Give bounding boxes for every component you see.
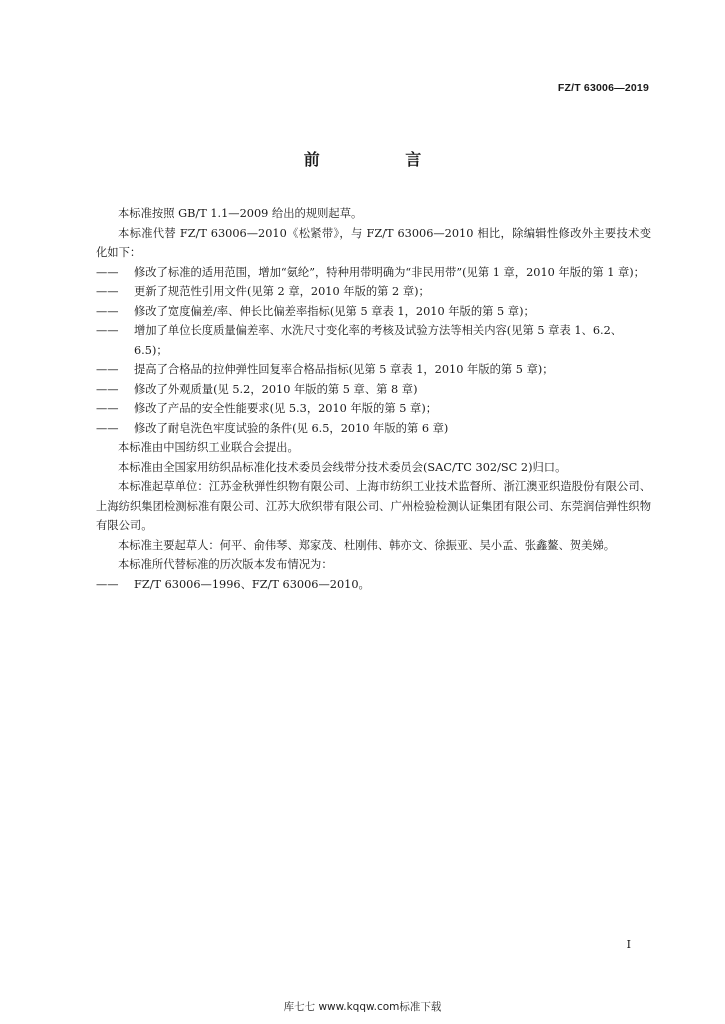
change-text: 修改了外观质量(见 5.2，2010 年版的第 5 章、第 8 章) <box>134 382 418 396</box>
dash-mark: —— <box>96 577 119 591</box>
change-item <box>96 380 651 400</box>
footer-watermark: 库七七 www.kqqw.com标准下载 <box>283 1001 442 1013</box>
change-item <box>96 263 651 283</box>
change-text: 修改了耐皂洗色牢度试验的条件(见 6.5，2010 年版的第 6 章) <box>134 421 449 435</box>
dash-mark: —— <box>96 324 119 337</box>
change-item <box>96 321 651 360</box>
dash-mark: —— <box>96 265 119 279</box>
change-text: 修改了标准的适用范围，增加“氨纶”，特种用带明确为“非民用带”(见第 1 章，2010 年版的第 1 章)； <box>134 265 645 279</box>
dash-mark: —— <box>96 304 119 318</box>
paragraph: 本标准主要起草人：何平、俞伟琴、郑家茂、杜刚伟、韩亦文、徐振亚、吴小孟、张鑫鳌、贺美娣。 <box>118 538 616 552</box>
paragraph: 本标准代替 FZ/T 63006—2010《松紧带》，与 FZ/T 63006—2010 相比，除编辑性修改外主要技术变化如下： <box>96 226 651 259</box>
dash-mark: —— <box>96 382 119 396</box>
change-text: 修改了宽度偏差/率、伸长比偏差率指标(见第 5 章表 1，2010 年版的第 5 章)； <box>134 304 535 318</box>
change-text: 增加了单位长度质量偏差率、水洗尺寸变化率的考核及试验方法等相关内容(见第 5 章表 1、6.2、6.5)； <box>134 324 623 357</box>
dash-mark: —— <box>96 363 119 376</box>
standard-code: FZ/T 63006—2019 <box>557 82 649 94</box>
paragraph: 本标准起草单位：江苏金秋弹性织物有限公司、上海市纺织工业技术监督所、浙江澳亚织造股份有限公司、上海纺织集团检测标准有限公司、江苏大欣织带有限公司、广州检验检测认证集团有限公司、东莞润信弹性织物有限公司。 <box>96 480 651 532</box>
page-title: 前 言 <box>303 150 462 169</box>
change-text: 修改了产品的安全性能要求(见 5.3，2010 年版的第 5 章)； <box>134 402 438 415</box>
dash-mark: —— <box>96 285 119 298</box>
change-text: 提高了合格品的拉伸弹性回复率合格品指标(见第 5 章表 1，2010 年版的第 5 章)； <box>134 363 554 376</box>
paragraph: 本标准由中国纺织工业联合会提出。 <box>118 441 299 454</box>
change-item <box>96 399 651 419</box>
dash-mark: —— <box>96 421 119 435</box>
change-item <box>96 302 651 322</box>
history-item <box>96 575 651 595</box>
change-item <box>96 419 651 439</box>
paragraph: 本标准所代替标准的历次版本发布情况为： <box>118 558 333 571</box>
dash-mark: —— <box>96 402 119 415</box>
change-item <box>96 360 651 380</box>
change-text: 更新了规范性引用文件(见第 2 章，2010 年版的第 2 章)； <box>134 285 430 298</box>
history-text: FZ/T 63006—1996、FZ/T 63006—2010。 <box>134 577 370 591</box>
paragraph: 本标准由全国家用纺织品标准化技术委员会线带分技术委员会(SAC/TC 302/SC 2)归口。 <box>118 460 567 474</box>
change-item <box>96 282 651 302</box>
page-number: I <box>626 938 631 951</box>
paragraph: 本标准按照 GB/T 1.1—2009 给出的规则起草。 <box>118 207 363 220</box>
foreword-body <box>96 204 651 594</box>
